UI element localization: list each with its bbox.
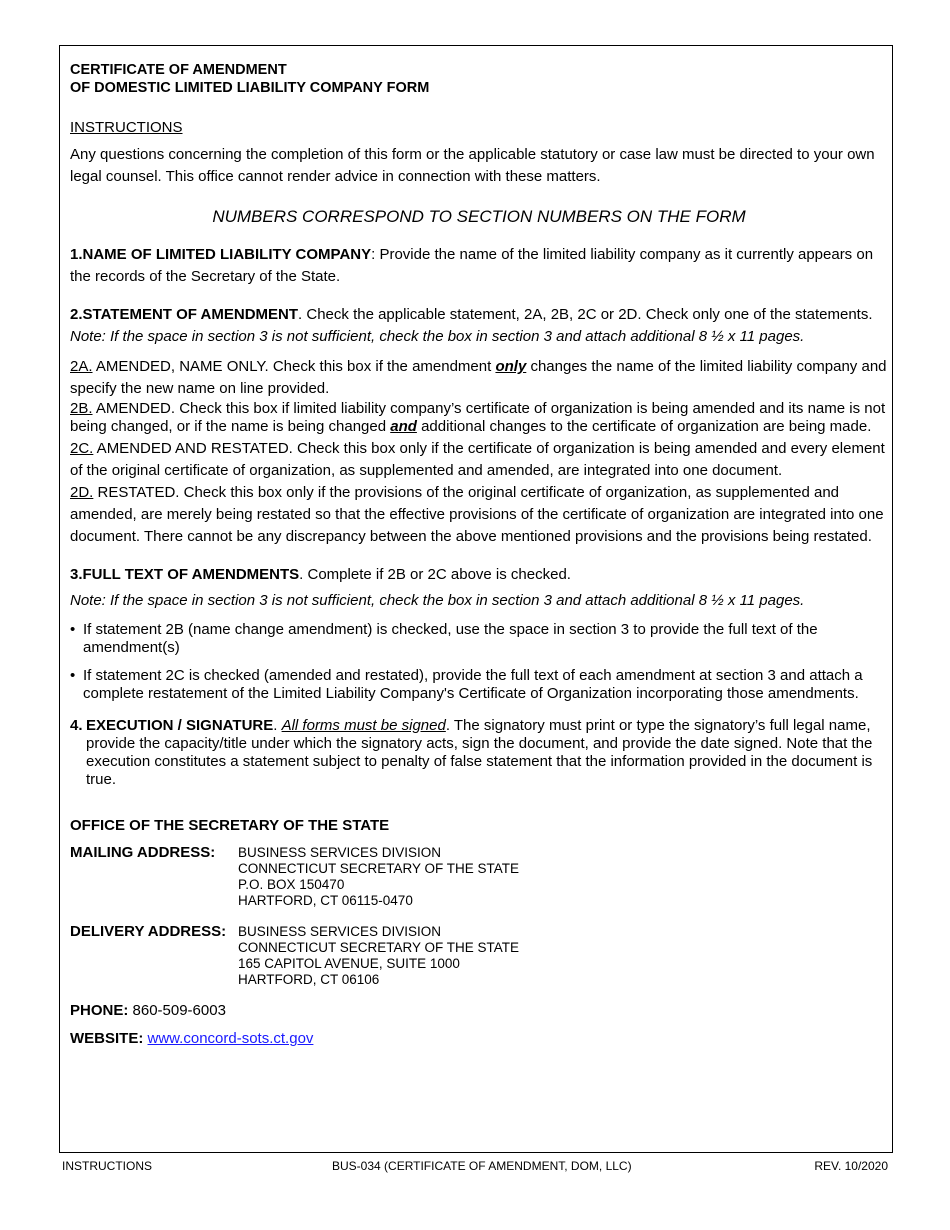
section-4-emphasis: All forms must be signed bbox=[281, 717, 446, 734]
section-3-note: Note: If the space in section 3 is not sufficient, check the box in section 3 and attach additional 8 ½ x 11 pages. bbox=[70, 592, 805, 609]
office-title: OFFICE OF THE SECRETARY OF THE STATE bbox=[70, 817, 390, 834]
section-2b bbox=[70, 400, 888, 436]
section-2-text: . Check the applicable statement, 2A, 2B, 2C or 2D. Check only one of the statements. bbox=[298, 306, 873, 323]
mailing-line: CONNECTICUT SECRETARY OF THE STATE bbox=[238, 861, 520, 876]
phone-row bbox=[70, 1001, 888, 1021]
section-2b-text: AMENDED. Check this box if limited liability company’s certificate of organization is being amended and its name is not being changed, or if the name is being changed bbox=[70, 400, 886, 435]
instructions-heading: INSTRUCTIONS bbox=[70, 119, 183, 136]
delivery-address-label: DELIVERY ADDRESS: bbox=[70, 923, 227, 940]
section-2a bbox=[70, 356, 888, 400]
mailing-address-label: MAILING ADDRESS: bbox=[70, 844, 216, 861]
document-body bbox=[70, 61, 888, 1049]
numbers-note: NUMBERS CORRESPOND TO SECTION NUMBERS ON THE FORM bbox=[212, 207, 746, 226]
section-2d bbox=[70, 482, 888, 548]
section-2d-label: 2D. bbox=[70, 484, 94, 501]
section-2c bbox=[70, 438, 888, 482]
section-2c-label: 2C. bbox=[70, 440, 94, 457]
website-link[interactable]: www.concord-sots.ct.gov bbox=[147, 1030, 314, 1047]
section-2a-text: AMENDED, NAME ONLY. Check this box if the amendment bbox=[92, 358, 496, 375]
section-3-bullet-1: • If statement 2B (name change amendment) is checked, use the space in section 3 to provide the full text of the amendment(s) bbox=[70, 621, 888, 657]
delivery-line: CONNECTICUT SECRETARY OF THE STATE bbox=[238, 940, 520, 955]
intro-paragraph: Any questions concerning the completion of this form or the applicable statutory or case law must be directed to your own legal counsel. This office cannot render advice in connection with these matters. bbox=[70, 146, 875, 185]
phone-label: PHONE: bbox=[70, 1002, 129, 1019]
website-label: WEBSITE: bbox=[70, 1030, 144, 1047]
delivery-line: HARTFORD, CT 06106 bbox=[238, 972, 380, 987]
section-1 bbox=[70, 244, 888, 288]
section-2b-emphasis: and bbox=[390, 418, 417, 435]
section-3-label: 3.FULL TEXT OF AMENDMENTS bbox=[70, 566, 300, 583]
mailing-line: HARTFORD, CT 06115-0470 bbox=[238, 893, 413, 908]
section-3 bbox=[70, 564, 888, 586]
section-2-label: 2.STATEMENT OF AMENDMENT bbox=[70, 306, 299, 323]
mailing-address-lines bbox=[238, 844, 519, 909]
section-4 bbox=[70, 717, 888, 789]
form-title-line-2: OF DOMESTIC LIMITED LIABILITY COMPANY FORM bbox=[70, 80, 430, 96]
section-3-text: . Complete if 2B or 2C above is checked. bbox=[299, 566, 571, 583]
delivery-address bbox=[70, 923, 888, 988]
mailing-line: BUSINESS SERVICES DIVISION bbox=[238, 845, 442, 860]
footer-revision: REV. 10/2020 bbox=[814, 1159, 888, 1173]
mailing-address bbox=[70, 844, 888, 909]
page-footer bbox=[62, 1158, 888, 1174]
section-1-text: : Provide the name of the limited liability company as it currently appears on the records of the Secretary of the State. bbox=[70, 246, 874, 285]
section-2c-text: AMENDED AND RESTATED. Check this box only if the certificate of organization is being amended and every element of the original certificate of organization, as supplemented and amended, are integrated into one document. bbox=[70, 440, 885, 479]
delivery-line: BUSINESS SERVICES DIVISION bbox=[238, 924, 442, 939]
section-2a-text-cont: changes the name of the limited liability company and specify the new name on line provided. bbox=[70, 358, 887, 397]
section-2-note: Note: If the space in section 3 is not sufficient, check the box in section 3 and attach additional 8 ½ x 11 pages. bbox=[70, 328, 805, 345]
footer-left: INSTRUCTIONS bbox=[62, 1159, 152, 1173]
footer-form-id: BUS-034 (CERTIFICATE OF AMENDMENT, DOM, LLC) bbox=[332, 1159, 632, 1173]
section-4-text: . The signatory must print or type the signatory’s full legal name, provide the capacity/title under which the signatory acts, sign the document, and provide the date signed. Note that the execution constitutes a statement subject to penalty of false statement that the information provided in the document is true. bbox=[86, 717, 873, 788]
section-2a-emphasis: only bbox=[495, 358, 527, 375]
mailing-line: P.O. BOX 150470 bbox=[238, 877, 345, 892]
website-row bbox=[70, 1029, 888, 1049]
section-2b-label: 2B. bbox=[70, 400, 93, 417]
section-2b-text-cont: additional changes to the certificate of organization are being made. bbox=[416, 418, 872, 435]
section-3-bullet-2: • If statement 2C is checked (amended and restated), provide the full text of each amendment at section 3 and attach a complete restatement of the Limited Liability Company's Certificate of Organization incorporating those amendments. bbox=[70, 667, 888, 703]
section-2a-label: 2A. bbox=[70, 358, 93, 375]
section-4-label: EXECUTION / SIGNATURE bbox=[86, 717, 274, 734]
section-1-label: 1.NAME OF LIMITED LIABILITY COMPANY bbox=[70, 246, 372, 263]
section-2 bbox=[70, 306, 888, 324]
section-2d-text: RESTATED. Check this box only if the provisions of the original certificate of organization, as supplemented and amended, are merely being restated so that the effective provisions of the certificate of organization are integrated into one document. There cannot be any discrepancy between the above mentioned provisions and the provisions being restated. bbox=[70, 484, 884, 545]
delivery-address-lines bbox=[238, 923, 519, 988]
form-title-line-1: CERTIFICATE OF AMENDMENT bbox=[70, 62, 287, 78]
delivery-line: 165 CAPITOL AVENUE, SUITE 1000 bbox=[238, 956, 460, 971]
section-4-number: 4. bbox=[70, 717, 83, 734]
phone-number: 860-509-6003 bbox=[128, 1002, 226, 1019]
section-4-sep: . bbox=[273, 717, 282, 734]
